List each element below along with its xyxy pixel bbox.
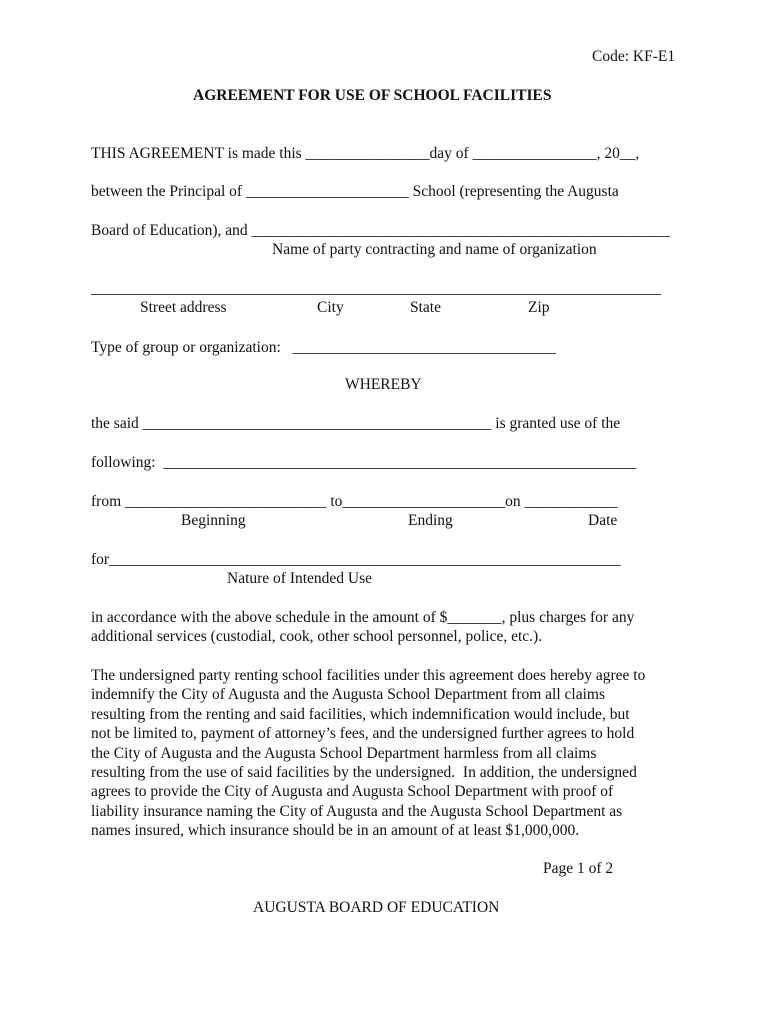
indemnity-paragraph	[91, 666, 691, 841]
indemnity-line: not be limited to, payment of attorney’s fees, and the undersigned further agrees to hold	[91, 725, 635, 743]
beginning-label: Beginning	[181, 512, 246, 529]
following-line: following: _____________________________________________________________	[91, 454, 637, 471]
indemnity-line: liability insurance naming the City of Augusta and the Augusta School Department as	[91, 802, 623, 820]
date-label: Date	[588, 512, 618, 529]
zip-label: Zip	[528, 299, 550, 316]
group-type-line: Type of group or organization: __________________________________	[91, 339, 556, 356]
indemnity-line: resulting from the renting and said facilities, which indemnification would include, but	[91, 705, 630, 723]
from-to-on-line: from __________________________ to_____________________on ____________	[91, 493, 618, 510]
ending-label: Ending	[408, 512, 453, 529]
principal-school-line: between the Principal of _____________________ School (representing the Augusta	[91, 183, 619, 200]
state-label: State	[410, 299, 441, 316]
document-title: AGREEMENT FOR USE OF SCHOOL FACILITIES	[193, 87, 552, 104]
page-number: Page 1 of 2	[543, 860, 614, 877]
indemnity-line: names insured, which insurance should be in an amount of at least $1,000,000.	[91, 822, 580, 840]
said-party-line: the said _____________________________________________ is granted use of the	[91, 415, 621, 432]
city-label: City	[317, 299, 344, 316]
intended-use-line: for__________________________________________________________________	[91, 551, 621, 568]
schedule-line: in accordance with the above schedule in the amount of $_______, plus charges for any	[91, 609, 635, 626]
contracting-party-line: Board of Education), and ______________________________________________________	[91, 222, 671, 239]
indemnity-line: resulting from the use of said facilities by the undersigned. In addition, the undersigned	[91, 764, 637, 782]
intended-use-caption: Nature of Intended Use	[227, 570, 373, 587]
schedule-line: additional services (custodial, cook, other school personnel, police, etc.).	[91, 628, 543, 646]
agreement-date-line: THIS AGREEMENT is made this ________________day of ________________, 20__,	[91, 145, 640, 162]
indemnity-line: indemnify the City of Augusta and the Augusta School Department from all claims	[91, 686, 605, 704]
document-code: Code: KF-E1	[592, 48, 676, 65]
contracting-party-caption: Name of party contracting and name of organization	[272, 241, 597, 258]
indemnity-line: agrees to provide the City of Augusta and Augusta School Department with proof of	[91, 783, 614, 801]
indemnity-line: the City of Augusta and the Augusta School Department harmless from all claims	[91, 744, 597, 762]
address-blank-line: ___________________________________________________________________________	[91, 280, 662, 297]
board-name-footer: AUGUSTA BOARD OF EDUCATION	[253, 899, 500, 916]
schedule-paragraph	[91, 608, 691, 647]
indemnity-line: The undersigned party renting school facilities under this agreement does hereby agree to	[91, 667, 646, 684]
whereby-heading: WHEREBY	[345, 376, 422, 393]
street-address-label: Street address	[140, 299, 227, 316]
